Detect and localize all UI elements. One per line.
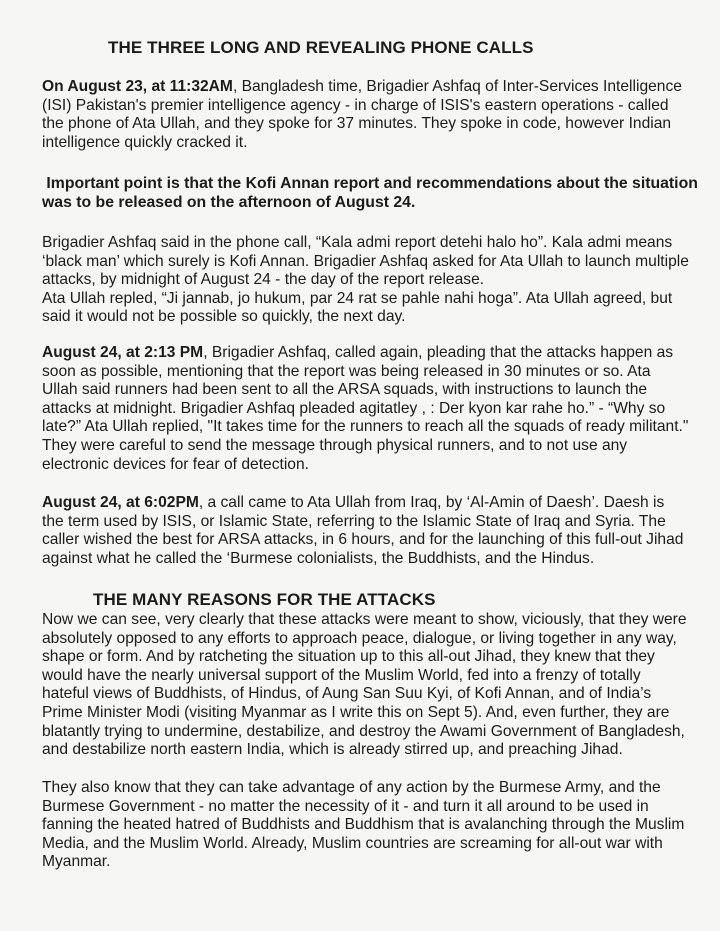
paragraph-text: , Bangladesh time, Brigadier Ashfaq of Inter-Services Intelligence — [232, 78, 682, 95]
paragraph-line: electronic devices for fear of detection. — [42, 455, 309, 473]
paragraph-august-24-third-call — [42, 494, 697, 568]
paragraph-line: absolutely opposed to any efforts to approach peace, dialogue, or living together in any way, — [42, 629, 677, 647]
paragraph-text: , Brigadier Ashfaq, called again, pleading that the attacks happen as — [203, 344, 674, 361]
paragraph-line: ‘black man’ which surely is Kofi Annan. Brigadier Ashfaq asked for Ata Ullah to launch multiple — [42, 252, 689, 270]
paragraph-text: , a call came to Ata Ullah from Iraq, by ‘Al-Amin of Daesh’. Daesh is — [198, 494, 665, 511]
paragraph-line: Important point is that the Kofi Annan report and recommendations about the situation — [42, 175, 698, 192]
paragraph-line — [42, 494, 697, 513]
paragraph-line: (ISI) Pakistan's premier intelligence agency - in charge of ISIS's eastern operations - called — [42, 96, 669, 114]
paragraph-kala-admi — [42, 234, 697, 327]
paragraph-line: would have the nearly universal support of the Muslim World, fed into a frenzy of totally — [42, 666, 641, 684]
date-lead: August 24, at 2:13 PM — [42, 344, 204, 361]
paragraph-line: hateful views of Buddhists, of Hindus, of Aung San Suu Kyi, of Kofi Annan, and of India’s — [42, 685, 652, 703]
paragraph-line: They also know that they can take advantage of any action by the Burmese Army, and the — [42, 779, 661, 796]
paragraph-august-23-call — [42, 78, 697, 152]
paragraph-line: late?” Ata Ullah replied, "It takes time for the runners to reach all the squads of ready militant." — [42, 418, 689, 436]
paragraph-line: fanning the heated hatred of Buddhists and Buddhism that is avalanching through the Muslim — [42, 816, 685, 834]
paragraph-line: blatantly trying to undermine, destabilize, and destroy the Awami Government of Bangladesh, — [42, 722, 685, 740]
section-heading-phone-calls: THE THREE LONG AND REVEALING PHONE CALLS — [108, 38, 534, 57]
paragraph-line: Prime Minister Modi (visiting Myanmar as I write this on Sept 5). And, even further, they are — [42, 703, 670, 721]
paragraph-august-24-second-call — [42, 344, 697, 474]
date-lead: August 24, at 6:02PM — [42, 494, 199, 511]
paragraph-line: shape or form. And by ratcheting the situation up to this all-out Jihad, they knew that they — [42, 648, 655, 666]
paragraph-line: They were careful to send the message through physical runners, and to not use any — [42, 436, 628, 454]
paragraph-burmese-army — [42, 779, 697, 872]
paragraph-line — [42, 78, 697, 97]
paragraph-line: the term used by ISIS, or Islamic State, referring to the Islamic State of Iraq and Syria. The — [42, 512, 666, 530]
paragraph-line: intelligence quickly cracked it. — [42, 133, 248, 151]
paragraph-line: against what he called the ‘Burmese colonialists, the Buddhists, and the Hindus. — [42, 549, 595, 567]
paragraph-line: said it would not be possible so quickly, the next day. — [42, 308, 406, 326]
paragraph-line: Media, and the Muslim World. Already, Muslim countries are screaming for all-out war with — [42, 834, 663, 852]
paragraph-line: Ullah said runners had been sent to all the ARSA squads, with instructions to launch the — [42, 381, 648, 399]
paragraph-line: attacks, by midnight of August 24 - the day of the report release. — [42, 271, 485, 289]
paragraph-line: Burmese Government - no matter the necessity of it - and turn it all around to be used in — [42, 797, 649, 815]
paragraph-line — [42, 344, 697, 363]
section-heading-reasons: THE MANY REASONS FOR THE ATTACKS — [93, 590, 436, 609]
paragraph-line: Now we can see, very clearly that these attacks were meant to show, viciously, that they were — [42, 611, 687, 628]
paragraph-line: Brigadier Ashfaq said in the phone call, “Kala admi report detehi halo ho”. Kala admi means — [42, 234, 673, 251]
paragraph-line: attacks at midnight. Brigadier Ashfaq pleaded agitatley , : Der kyon kar rahe ho.” - “Why so — [42, 399, 666, 417]
paragraph-line: was to be released on the afternoon of August 24. — [42, 193, 416, 211]
paragraph-line: Myanmar. — [42, 853, 111, 871]
paragraph-important-point — [42, 175, 697, 212]
paragraph-line: the phone of Ata Ullah, and they spoke for 37 minutes. They spoke in code, however Indian — [42, 115, 672, 133]
paragraph-line: soon as possible, mentioning that the report was being released in 30 minutes or so. Ata — [42, 362, 651, 380]
paragraph-many-reasons — [42, 611, 697, 760]
paragraph-line: Ata Ullah repled, “Ji jannab, jo hukum, par 24 rat se pahle nahi hoga”. Ata Ullah agreed, but — [42, 289, 673, 307]
date-lead: On August 23, at 11:32AM — [42, 78, 233, 95]
paragraph-line: and destabilize north eastern India, which is already stirred up, and preaching Jihad. — [42, 741, 623, 759]
paragraph-line: caller wished the best for ARSA attacks, in 6 hours, and for the launching of this full-out Jihad — [42, 531, 684, 549]
